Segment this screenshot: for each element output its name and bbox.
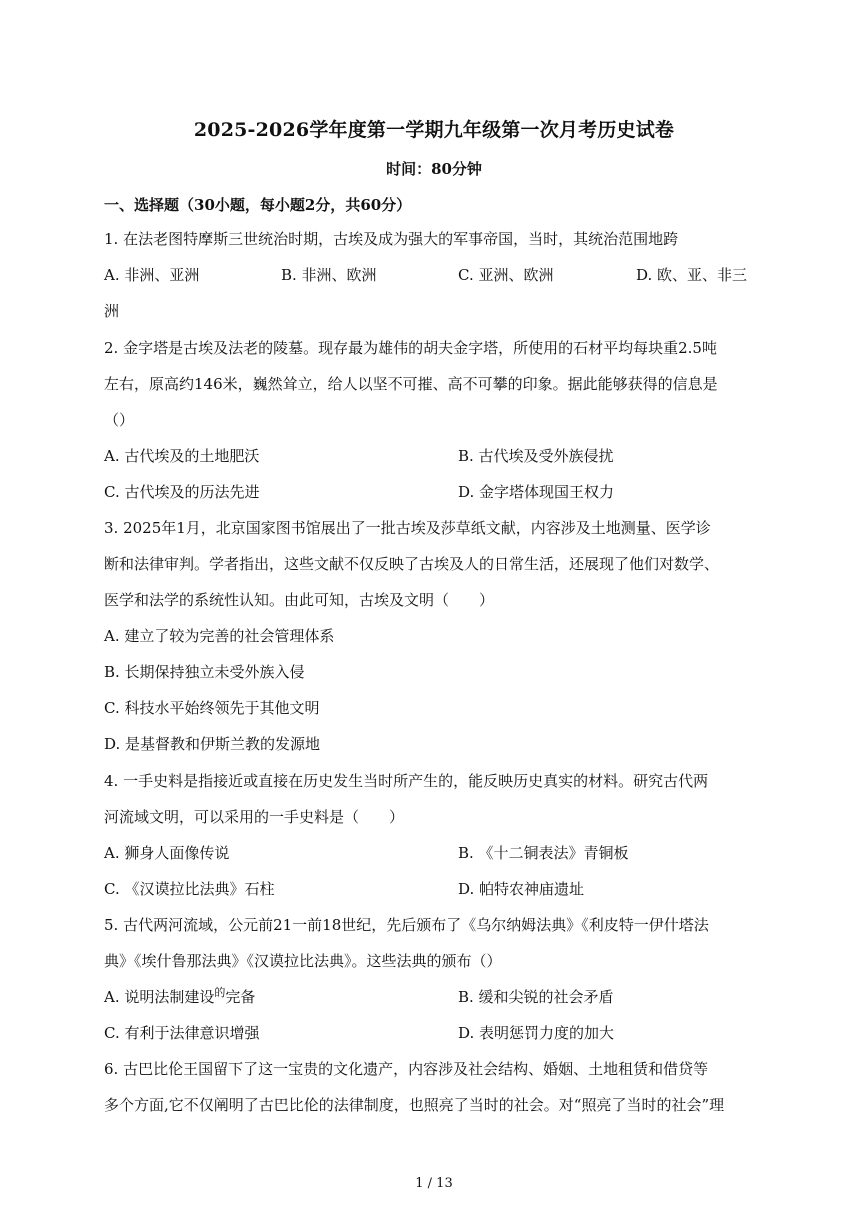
q5-option-a-superscript: 的 [214, 986, 226, 999]
q3-option-a: A. 建立了较为完善的社会管理体系 [104, 627, 335, 645]
exam-time: 时间：80分钟 [386, 160, 482, 178]
q1-option-d: D. 欧、亚、非三 [636, 266, 748, 284]
q1-option-b: B. 非洲、欧洲 [281, 266, 377, 284]
q3-option-b: B. 长期保持独立未受外族入侵 [104, 663, 305, 681]
question-2-line-3: （） [104, 411, 135, 429]
q1-option-c: C. 亚洲、欧洲 [458, 266, 554, 284]
q2-option-c: C. 古代埃及的历法先进 [104, 483, 260, 501]
question-4-line-1: 4. 一手史料是指接近或直接在历史发生当时所产生的，能反映历史真实的材料。研究古代两 [104, 772, 709, 790]
q4-option-a: A. 狮身人面像传说 [104, 844, 230, 862]
section-heading: 一、选择题（30小题，每小题2分，共60分） [104, 196, 412, 214]
q5-option-a [104, 986, 255, 1010]
question-3-line-3: 医学和法学的系统性认知。由此可知，古埃及文明（ ） [104, 591, 495, 609]
question-2-line-1: 2. 金字塔是古埃及法老的陵墓。现存最为雄伟的胡夫金字塔，所使用的石材平均每块重2.5吨 [104, 339, 717, 357]
q3-option-d: D. 是基督教和伊斯兰教的发源地 [104, 735, 321, 753]
q3-option-c: C. 科技水平始终领先于其他文明 [104, 699, 320, 717]
q5-option-a-text: A. 说明法制建设 [104, 988, 215, 1006]
q2-option-a: A. 古代埃及的土地肥沃 [104, 447, 260, 465]
q5-option-a-tail: 完备 [225, 988, 256, 1006]
question-5-line-1: 5. 古代两河流域，公元前21一前18世纪，先后颁布了《乌尔纳姆法典》《利皮特一伊什塔法 [104, 916, 709, 934]
q4-option-c: C. 《汉谟拉比法典》石柱 [104, 880, 275, 898]
q1-option-a: A. 非洲、亚洲 [104, 266, 200, 284]
question-1-stem: 1. 在法老图特摩斯三世统治时期，古埃及成为强大的军事帝国，当时，其统治范围地跨 [104, 230, 679, 248]
question-2-line-2: 左右，原高约146米，巍然耸立，给人以坚不可摧、高不可攀的印象。据此能够获得的信息是 [104, 375, 718, 393]
question-6-line-2: 多个方面,它不仅阐明了古巴比伦的法律制度，也照亮了当时的社会。对“照亮了当时的社会”理 [104, 1096, 725, 1114]
question-5-line-2: 典》《埃什鲁那法典》《汉谟拉比法典》。这些法典的颁布（） [104, 952, 502, 970]
exam-title: 2025-2026学年度第一学期九年级第一次月考历史试卷 [193, 119, 675, 141]
q4-option-b: B. 《十二铜表法》青铜板 [458, 844, 629, 862]
question-3-line-2: 断和法律审判。学者指出，这些文献不仅反映了古埃及人的日常生活，还展现了他们对数学、 [104, 555, 720, 573]
q2-option-b: B. 古代埃及受外族侵扰 [458, 447, 614, 465]
q2-option-d: D. 金字塔体现国王权力 [458, 483, 615, 501]
q5-option-d: D. 表明惩罚力度的加大 [458, 1024, 615, 1042]
q5-option-c: C. 有利于法律意识增强 [104, 1024, 260, 1042]
question-3-line-1: 3. 2025年1月，北京国家图书馆展出了一批古埃及莎草纸文献，内容涉及土地测量、医学诊 [104, 519, 711, 537]
q1-option-d-wrap: 洲 [104, 302, 120, 320]
question-4-line-2: 河流域文明，可以采用的一手史料是（ ） [104, 808, 405, 826]
q5-option-b: B. 缓和尖锐的社会矛盾 [458, 988, 614, 1006]
page-number: 1 / 13 [415, 1176, 453, 1191]
question-6-line-1: 6. 古巴比伦王国留下了这一宝贵的文化遗产，内容涉及社会结构、婚姻、土地租赁和借贷等 [104, 1060, 709, 1078]
q4-option-d: D. 帕特农神庙遗址 [458, 880, 585, 898]
